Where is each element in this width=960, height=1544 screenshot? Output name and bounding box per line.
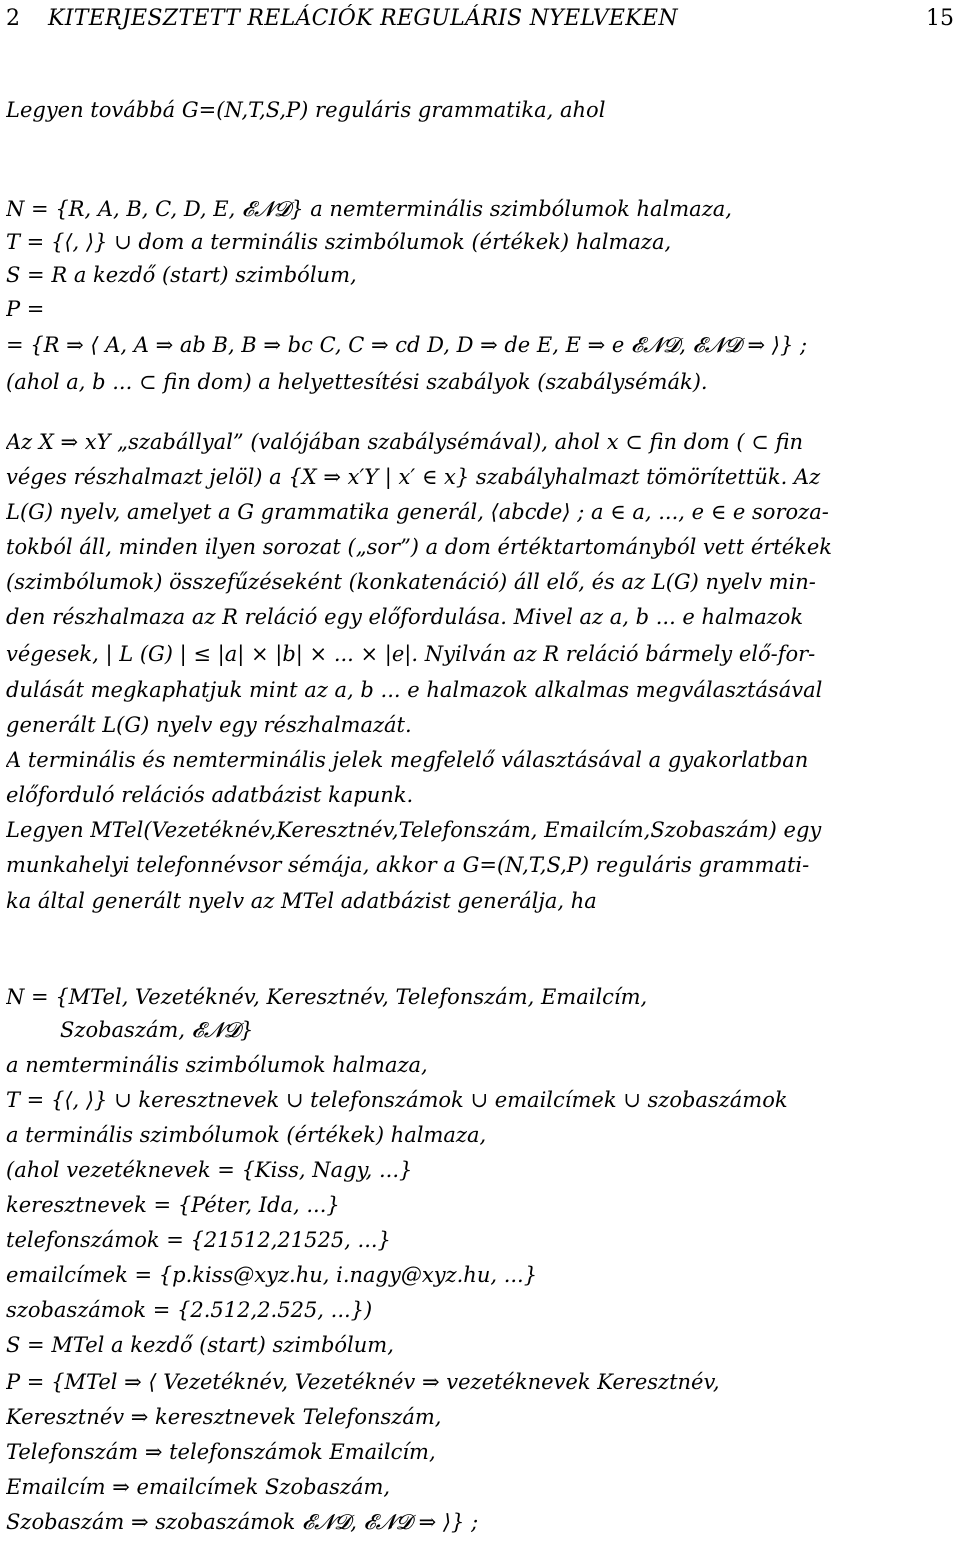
text-line: Emailcím ⇒ emailcímek Szobaszám,	[6, 1475, 391, 1499]
text-line: ka által generált nyelv az MTel adatbázist generálja, ha	[6, 889, 597, 913]
text-line: a nemterminális szimbólumok halmaza,	[6, 1053, 428, 1077]
text-line: P = {MTel ⇒ ⟨ Vezetéknév, Vezetéknév ⇒ vezetéknevek Keresztnév,	[6, 1370, 720, 1394]
page-number: 15	[926, 6, 954, 31]
text-line: den részhalmaza az R reláció egy előfordulása. Mivel az a, b ... e halmazok	[6, 605, 804, 629]
text-line: Legyen MTel(Vezetéknév,Keresztnév,Telefonszám, Emailcím,Szobaszám) egy	[6, 818, 822, 842]
text-line: telefonszámok = {21512,21525, ...}	[6, 1228, 391, 1252]
text-line: Szobaszám ⇒ szobaszámok 𝓔𝓝𝓓, 𝓔𝓝𝓓 ⇒ ⟩} ;	[6, 1510, 479, 1534]
text-line: A terminális és nemterminális jelek megfelelő választásával a gyakorlatban	[6, 748, 809, 772]
text-line: munkahelyi telefonnévsor sémája, akkor a G=(N,T,S,P) reguláris grammati-	[6, 853, 810, 877]
text-line: P =	[6, 297, 45, 321]
text-line: (ahol a, b ... ⊂ fin dom) a helyettesítési szabályok (szabálysémák).	[6, 370, 708, 394]
text-line: S = R a kezdő (start) szimbólum,	[6, 263, 357, 287]
text-line: keresztnevek = {Péter, Ida, ...}	[6, 1193, 340, 1217]
chapter-number: 2	[6, 6, 20, 31]
text-line: Telefonszám ⇒ telefonszámok Emailcím,	[6, 1440, 436, 1464]
text-line: Legyen továbbá G=(N,T,S,P) reguláris grammatika, ahol	[6, 98, 606, 122]
text-line: tokból áll, minden ilyen sorozat („sor”) a dom értéktartományból vett értékek	[6, 535, 833, 559]
text-line: Az X ⇒ xY „szabállyal” (valójában szabálysémával), ahol x ⊂ fin dom ( ⊂ fin	[6, 430, 804, 454]
text-line: Keresztnév ⇒ keresztnevek Telefonszám,	[6, 1405, 442, 1429]
text-line: T = {⟨, ⟩} ∪ dom a terminális szimbólumok (értékek) halmaza,	[6, 230, 672, 254]
text-line: = {R ⇒ ⟨ A, A ⇒ ab B, B ⇒ bc C, C ⇒ cd D, D ⇒ de E, E ⇒ e 𝓔𝓝𝓓, 𝓔𝓝𝓓 ⇒ ⟩} ;	[6, 333, 808, 357]
text-line: T = {⟨, ⟩} ∪ keresztnevek ∪ telefonszámok ∪ emailcímek ∪ szobaszámok	[6, 1088, 788, 1112]
text-line: N = {R, A, B, C, D, E, 𝓔𝓝𝓓} a nemterminális szimbólumok halmaza,	[6, 197, 732, 221]
chapter-title: KITERJESZTETT RELÁCIÓK REGULÁRIS NYELVEKEN	[48, 6, 678, 31]
text-line: véges részhalmazt jelöl) a {X ⇒ x′Y | x′ ∈ x} szabályhalmazt tömörítettük. Az	[6, 465, 821, 489]
text-line: dulását megkaphatjuk mint az a, b ... e halmazok alkalmas megválasztásával	[6, 678, 823, 702]
text-line: (szimbólumok) összefűzéseként (konkatenáció) áll elő, és az L(G) nyelv min-	[6, 570, 816, 594]
text-line: S = MTel a kezdő (start) szimbólum,	[6, 1333, 394, 1357]
text-line: L(G) nyelv, amelyet a G grammatika generál, ⟨abcde⟩ ; a ∈ a, ..., e ∈ e soroza-	[6, 500, 829, 524]
text-line: N = {MTel, Vezetéknév, Keresztnév, Telefonszám, Emailcím,	[6, 985, 648, 1009]
text-line: előforduló relációs adatbázist kapunk.	[6, 783, 414, 807]
text-line: a terminális szimbólumok (értékek) halmaza,	[6, 1123, 487, 1147]
text-line: emailcímek = {p.kiss@xyz.hu, i.nagy@xyz.hu, ...}	[6, 1263, 538, 1287]
text-line: (ahol vezetéknevek = {Kiss, Nagy, ...}	[6, 1158, 413, 1182]
page-header	[6, 4, 954, 34]
text-line: Szobaszám, 𝓔𝓝𝓓}	[60, 1018, 254, 1042]
text-line: szobaszámok = {2.512,2.525, ...})	[6, 1298, 373, 1322]
text-line: végesek, | L (G) | ≤ |a| × |b| × ... × |e|. Nyilván az R reláció bármely elő-for-	[6, 642, 816, 666]
text-line: generált L(G) nyelv egy részhalmazát.	[6, 713, 412, 737]
